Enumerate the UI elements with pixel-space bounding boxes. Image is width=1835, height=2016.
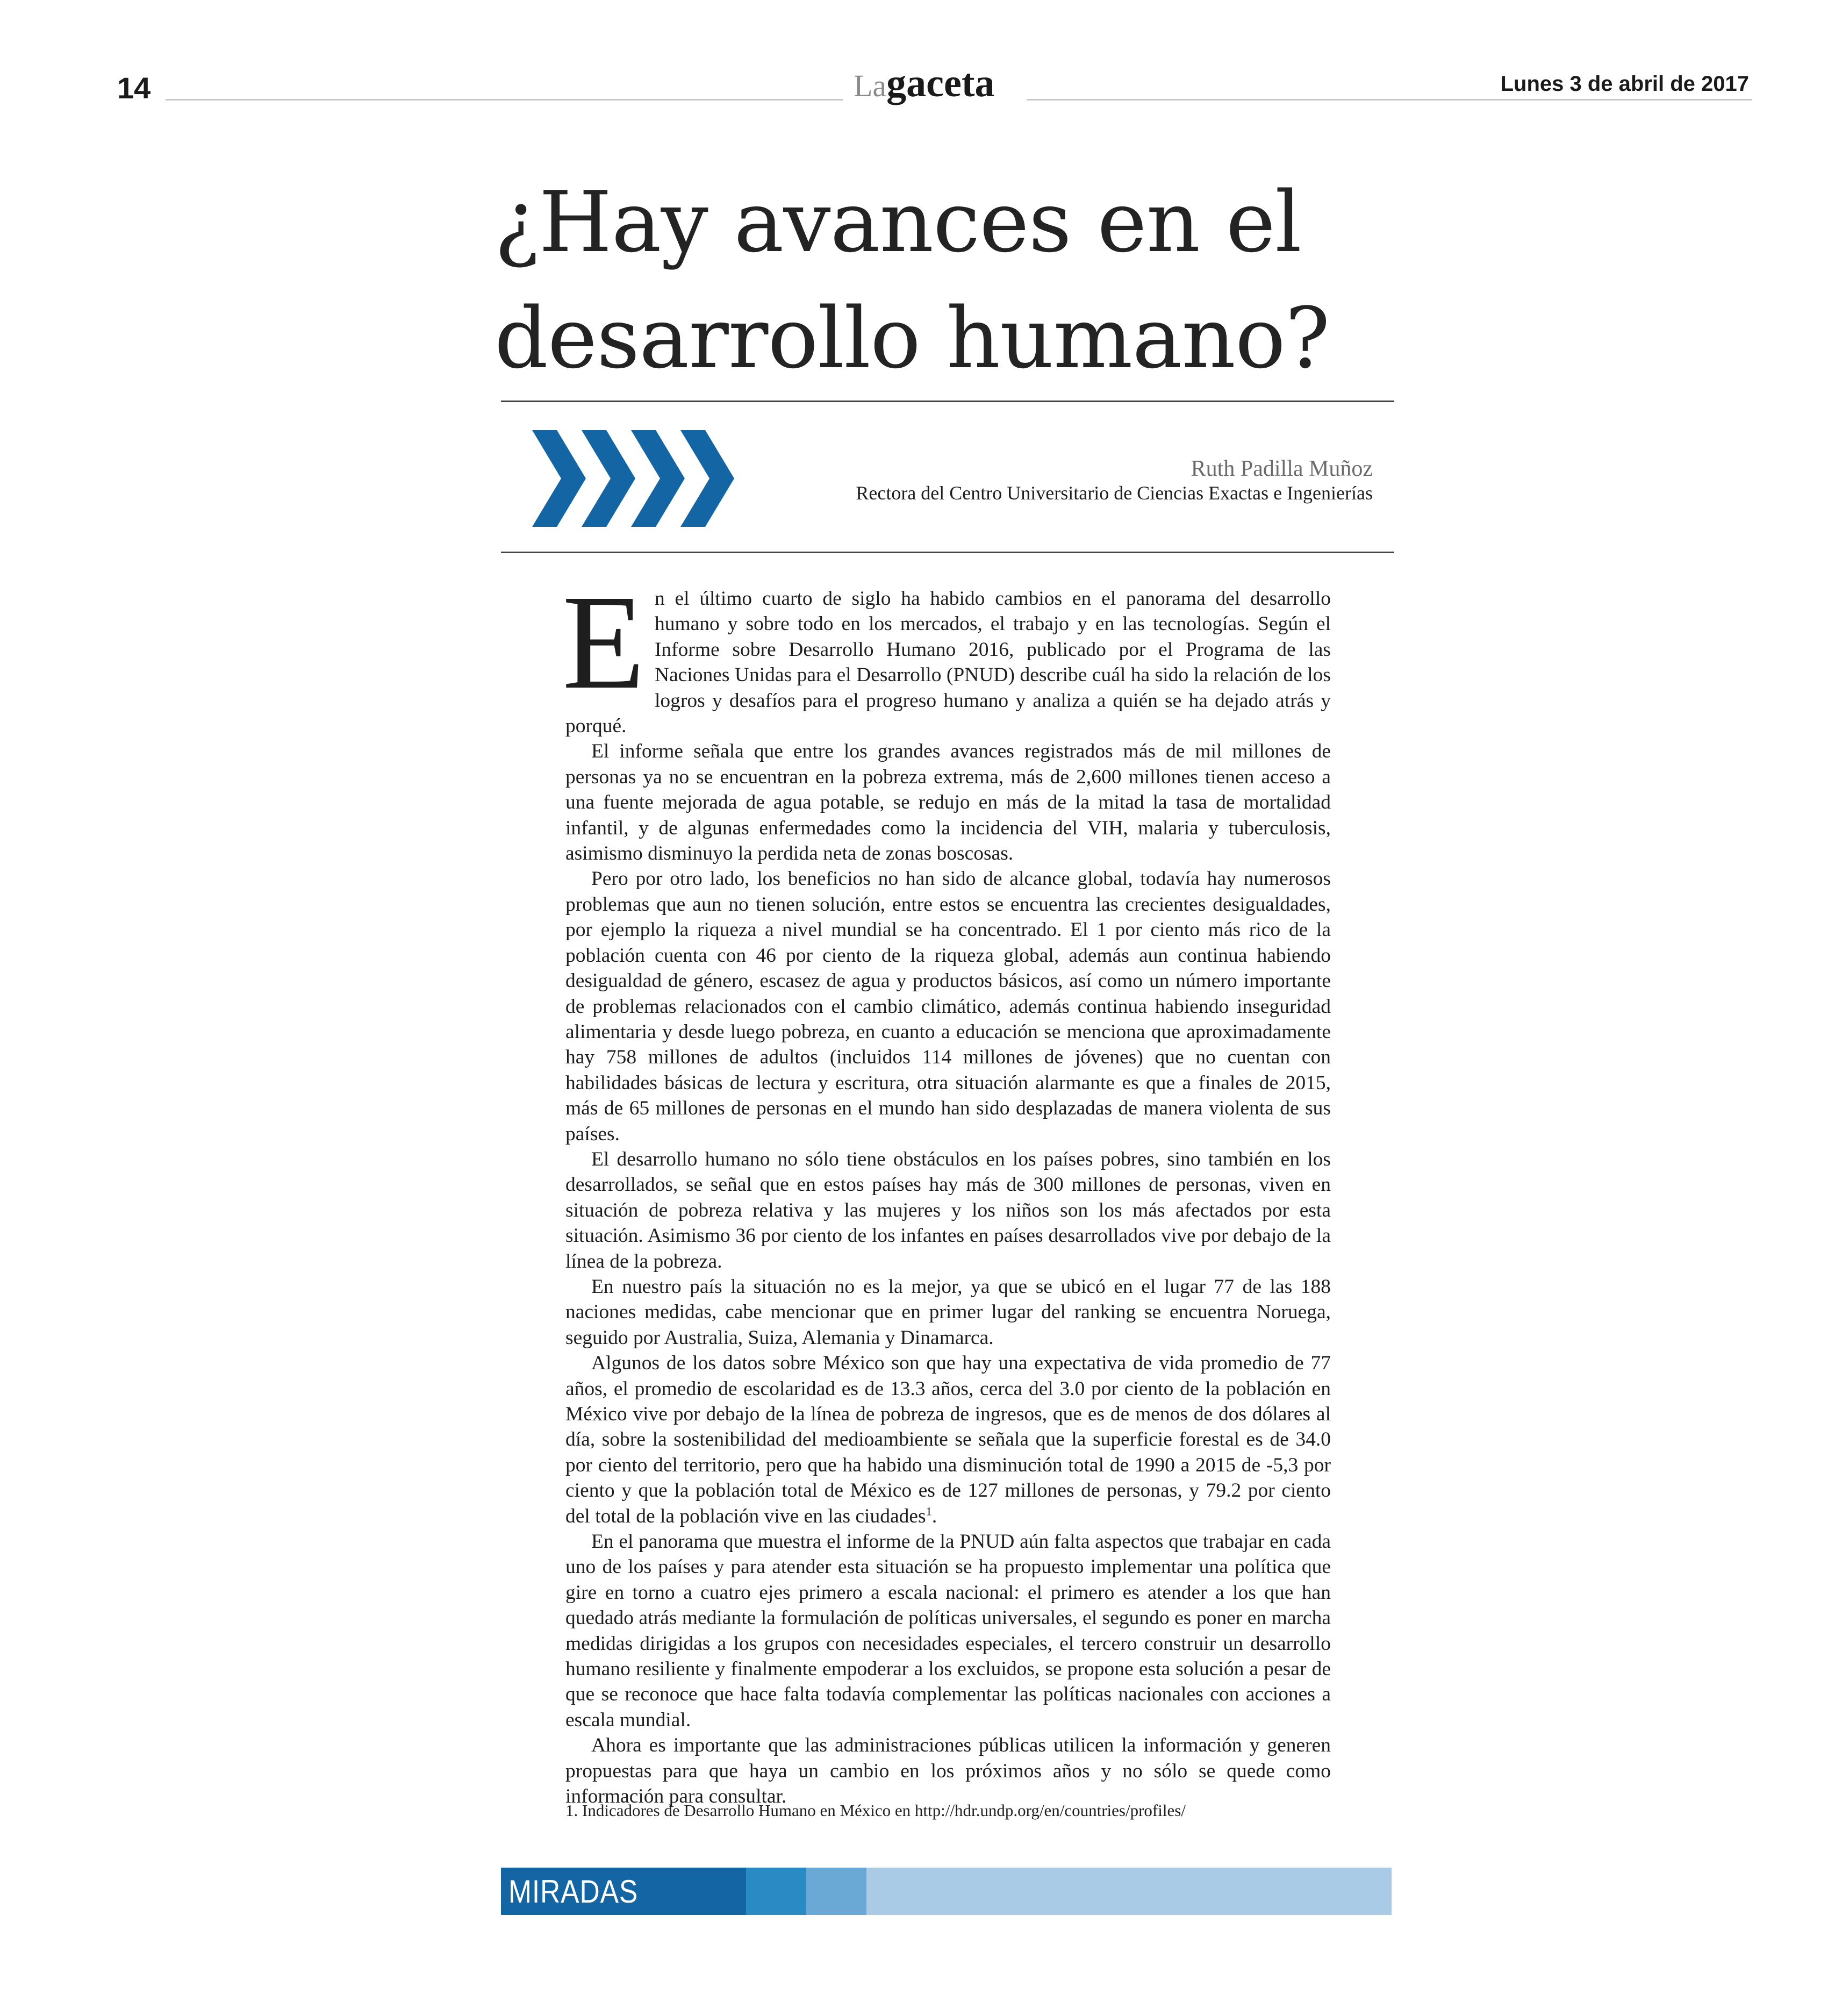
publication-logo [854,63,995,103]
page-number: 14 [117,71,151,105]
title-line-2: desarrollo humano? [494,289,1330,387]
paragraph-4: El desarrollo humano no sólo tiene obstáculos en los países pobres, sino también en los desarrollados, se señal que en estos países hay más de 300 millones de personas, viven en situación de pobreza relativa y las mujeres y los niños son los más afectados por esta situación. Asimismo 36 por ciento de los infantes en países desarrollados vive por debajo de la línea de la pobreza. [565,1148,1331,1272]
section-label: MIRADAS [508,1874,639,1910]
paragraph-text: Algunos de los datos sobre México son que hay una expectativa de vida promedio de 77 años, el promedio de escolaridad es de 13.3 años, cerca del 3.0 por ciento de la población en México vive por debajo de la línea de pobreza de ingresos, que es de menos de dos dólares al día, sobre la sostenibilidad del medioambiente se señala que la superficie forestal es de 34.0 por ciento del territorio, pero que ha habido una disminución total de 1990 a 2015 de -5,3 por ciento y que la población total de México es de 127 millones de personas, y 79.2 por ciento del total de la población vive en las ciudades [565,1352,1331,1527]
paragraph-1 [562,567,1331,739]
paragraph-5: En nuestro país la situación no es la mejor, ya que se ubicó en el lugar 77 de las 188 naciones medidas, cabe mencionar que en primer lugar del ranking se encuentra Noruega, seguido por Australia, Suiza, Alemania y Dinamarca. [565,1275,1331,1349]
issue-date: Lunes 3 de abril de 2017 [1500,72,1749,96]
chevron-arrows-icon [532,425,736,532]
paragraph-6: Algunos de los datos sobre México son que hay una expectativa de vida promedio de 77 años, el promedio de escolaridad es de 13.3 años, cerca del 3.0 por ciento de la población en México vive por debajo de la línea de pobreza de ingresos, que es de menos de dos dólares al día, sobre la sostenibilidad del medioambiente se señala que la superficie forestal es de 34.0 por ciento del territorio, pero que ha habido una disminución total de 1990 a 2015 de -5,3 por ciento y que la población total de México es de 127 millones de personas, y 79.2 por ciento del total de la población vive en las ciudades$^1$. [565,1352,1331,1527]
article-body [562,567,1331,1810]
article-title [494,164,1419,396]
drop-cap: E [562,567,645,717]
paragraph-text: n el último cuarto de siglo ha habido cambios en el panorama del desarrollo humano y sobre todo en los mercados, el trabajo y en las tecnologías. Según el Informe sobre Desarrollo Humano 2016, publicado por el Programa de las Naciones Unidas para el Desarrollo (PNUD) describe cuál ha sido la relación de los logros y desafíos para el progreso humano y analiza a quién se ha dejado atrás y porqué. [565,588,1331,738]
author-role: Rectora del Centro Universitario de Ciencias Exactas e Ingenierías [856,482,1373,504]
paragraph-3: Pero por otro lado, los beneficios no han sido de alcance global, todavía hay numerosos problemas que aun no tienen solución, entre estos se encuentra las crecientes desigualdades, por ejemplo la riqueza a nivel mundial se ha concentrado. El 1 por ciento más rico de la población cuenta con 46 por ciento de la riqueza global, además aun continua habiendo desigualdad de género, escasez de agua y productos básicos, así como un número importante de problemas relacionados con el cambio climático, además continua habiendo inseguridad alimentaria y desde luego pobreza, en cuanto a educación se menciona que aproximadamente hay 758 millones de adultos (incluidos 114 millones de jóvenes) que no cuentan con habilidades básicas de lectura y escritura, otra situación alarmante es que a finales de 2015, más de 65 millones de personas en el mundo han sido desplazadas de manera violenta de sus países. [565,868,1331,1145]
banner-segment-light [806,1868,866,1915]
byline-rule-bottom [501,552,1394,553]
footnote: 1. Indicadores de Desarrollo Humano en México en http://hdr.undp.org/en/countries/profiles/ [565,1801,1186,1820]
footnote-reference: 1 [926,1504,932,1518]
byline-rule-top [501,401,1394,402]
masthead-rule-right [1027,99,1752,101]
paragraph-8: Ahora es importante que las administraciones públicas utilicen la información y generen propuestas para que haya un cambio en los próximos años y no sólo se quede como información para consultar. [565,1734,1331,1808]
banner-segment-mid [746,1868,806,1915]
masthead-rule-left [166,99,843,101]
paragraph-7: En el panorama que muestra el informe de la PNUD aún falta aspectos que trabajar en cada uno de los países y para atender esta situación se ha propuesto implementar una política que gire en torno a cuatro ejes primero a escala nacional: el primero es atender a los que han quedado atrás mediante la formulación de políticas universales, el segundo es poner en marcha medidas dirigidas a los grupos con necesidades especiales, el tercero construir un desarrollo humano resiliente y finalmente empoderar a los excluidos, se propone esta solución a pesar de que se reconoce que hace falta todavía complementar las políticas nacionales con acciones a escala mundial. [565,1531,1331,1731]
section-banner [501,1868,1392,1915]
banner-segment-pale [866,1868,1392,1915]
publication-prefix: La [854,68,887,103]
author-name: Ruth Padilla Muñoz [1191,456,1373,481]
publication-name: gaceta [886,61,995,105]
title-line-1: ¿Hay avances en el [494,173,1301,271]
paragraph-2: El informe señala que entre los grandes avances registrados más de mil millones de personas ya no se encuentran en la pobreza extrema, más de 2,600 millones tienen acceso a una fuente mejorada de agua potable, se redujo en más de la mitad la tasa de mortalidad infantil, y de algunas enfermedades como la incidencia del VIH, malaria y tuberculosis, asimismo disminuyo la perdida neta de zonas boscosas. [565,740,1331,865]
